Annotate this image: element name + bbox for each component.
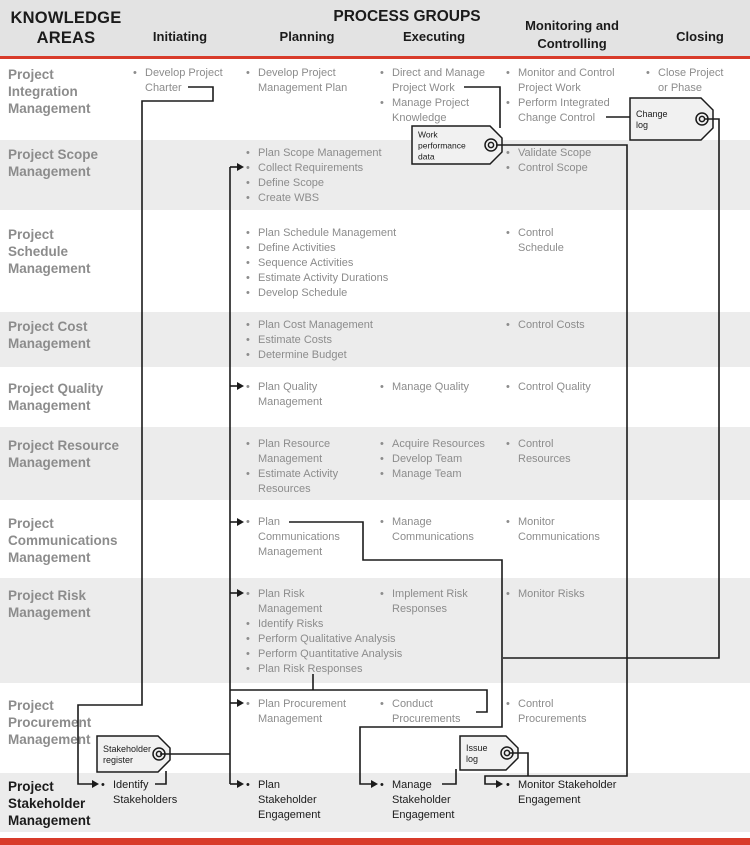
tag-label-line: Issue xyxy=(466,743,488,753)
process-item-line: • Control xyxy=(518,697,553,712)
knowledge-area-label-line: Management xyxy=(8,101,91,116)
column-header-line: Executing xyxy=(402,29,466,44)
tag-label-line: log xyxy=(636,120,649,130)
tag-label-line: data xyxy=(418,151,435,162)
process-item-line: • Manage xyxy=(392,778,432,793)
arrowhead-icon xyxy=(237,382,244,390)
process-item-line: Change Control xyxy=(518,112,596,124)
knowledge-area-label-line: Project Cost xyxy=(8,319,88,334)
process-item-line: • Plan xyxy=(258,778,280,793)
arrowhead-icon xyxy=(237,518,244,526)
process-item-line: Resources xyxy=(518,453,571,465)
knowledge-areas-header-line: KNOWLEDGE xyxy=(10,9,122,27)
process-item-line: Responses xyxy=(392,603,448,615)
process-item-line: • Perform Quantitative Analysis xyxy=(258,647,402,662)
tag-label-line: Change xyxy=(636,109,668,119)
knowledge-area-label-line: Project Scope xyxy=(8,147,99,162)
process-item-line: • Conduct xyxy=(392,697,433,712)
connector-direct-manage-to-wpd-tag xyxy=(464,87,500,128)
process-item-line: Engagement xyxy=(392,809,455,821)
process-item-line: Management Plan xyxy=(258,82,348,94)
column-header-line: Controlling xyxy=(537,36,607,51)
tag-stakeholder-register xyxy=(97,736,170,772)
process-item-line: • Estimate Activity Durations xyxy=(258,271,388,286)
arrowhead-icon xyxy=(371,780,378,788)
process-item-line: • Manage Project xyxy=(392,96,469,111)
process-item-line: • Direct and Manage xyxy=(392,66,485,81)
tag-label-line: Work xyxy=(418,129,438,140)
process-item-line: • Plan xyxy=(258,515,280,530)
arrowhead-icon xyxy=(496,780,503,788)
process-item-line: • Create WBS xyxy=(258,191,319,206)
knowledge-area-label-line: Procurement xyxy=(8,715,92,730)
process-item-line: Stakeholder xyxy=(258,794,317,806)
process-item-line: • Monitor and Control xyxy=(518,66,615,81)
knowledge-area-label-line: Management xyxy=(8,398,91,413)
process-item-line: • Plan Risk Responses xyxy=(258,662,363,677)
knowledge-area-label-line: Project xyxy=(8,516,54,531)
knowledge-area-label-line: Project xyxy=(8,67,54,82)
connector-change-log-feed xyxy=(503,119,719,658)
knowledge-area-label-line: Stakeholder xyxy=(8,796,86,811)
process-item-line: • Manage Quality xyxy=(392,380,469,395)
process-item-line: • Control xyxy=(518,437,553,452)
process-item-line: • Manage xyxy=(392,515,432,530)
process-item-line: • Plan Scope Management xyxy=(258,146,382,161)
process-groups-header: PROCESS GROUPS xyxy=(333,8,481,25)
knowledge-area-label-line: Communications xyxy=(8,533,118,548)
process-item-line: • Control xyxy=(518,226,553,241)
knowledge-area-label-line: Project xyxy=(8,227,54,242)
process-item-line: Procurements xyxy=(392,713,461,725)
connector-manage-to-issue-log xyxy=(442,769,456,784)
tag-label-line: register xyxy=(103,755,134,765)
process-item-line: • Develop Project xyxy=(145,66,223,81)
process-item-line: • Identify xyxy=(113,778,148,793)
process-item-line: Management xyxy=(258,546,323,558)
process-item-line: • Perform Integrated xyxy=(518,96,610,111)
knowledge-area-label-line: Integration xyxy=(8,84,78,99)
tag-label-line: Stakeholder xyxy=(103,744,152,754)
process-item-line: Schedule xyxy=(518,242,564,254)
column-header-line: Planning xyxy=(279,29,335,44)
process-item-line: • Define Activities xyxy=(258,241,336,256)
process-item-line: Communications xyxy=(518,531,600,543)
process-item-line: • Validate Scope xyxy=(518,146,591,161)
process-item-line: • Manage Team xyxy=(392,467,462,482)
process-item-line: • Estimate Costs xyxy=(258,333,332,348)
process-item-line: • Identify Risks xyxy=(258,617,323,632)
knowledge-area-label-line: Management xyxy=(8,550,91,565)
knowledge-area-label-line: Management xyxy=(8,261,91,276)
arrowhead-icon xyxy=(237,163,244,171)
process-item-line: Charter xyxy=(145,82,182,94)
connector-identify-to-register-tag xyxy=(155,771,166,784)
process-item-line: or Phase xyxy=(658,82,703,94)
process-item-line: • Collect Requirements xyxy=(258,161,363,176)
process-item-line: • Plan Schedule Management xyxy=(258,226,396,241)
process-item-line: • Plan Resource xyxy=(258,437,330,452)
process-item-line: Management xyxy=(258,713,323,725)
knowledge-area-label-line: Management xyxy=(8,336,91,351)
process-item-line: • Implement Risk xyxy=(392,587,468,602)
process-item-line: Procurements xyxy=(518,713,587,725)
process-item-line: Communications xyxy=(392,531,474,543)
column-header-line: Initiating xyxy=(152,29,208,44)
process-item-line: • Control Scope xyxy=(518,161,588,176)
process-item-line: • Develop Schedule xyxy=(258,286,347,301)
process-item-line: • Sequence Activities xyxy=(258,256,353,271)
process-item-line: • Control Quality xyxy=(518,380,591,395)
process-item-line: • Acquire Resources xyxy=(392,437,485,452)
process-item-line: • Monitor xyxy=(518,515,555,530)
process-item-line: Stakeholder xyxy=(392,794,451,806)
process-item-line: Project Work xyxy=(392,82,455,94)
process-item-line: Resources xyxy=(258,483,311,495)
knowledge-area-label-line: Management xyxy=(8,164,91,179)
knowledge-area-label-line: Schedule xyxy=(8,244,69,259)
knowledge-area-label-line: Project Risk xyxy=(8,588,87,603)
process-item-line: • Plan Risk xyxy=(258,587,304,602)
process-item-line: Stakeholders xyxy=(113,794,178,806)
knowledge-area-label-line: Project xyxy=(8,779,54,794)
column-header-line: Monitoring and xyxy=(525,18,619,33)
knowledge-area-label-line: Project Resource xyxy=(8,438,120,453)
process-item-line: Management xyxy=(258,603,323,615)
column-header-line: Closing xyxy=(676,29,724,44)
process-item-line: • Monitor Stakeholder xyxy=(518,778,616,793)
process-item-line: Engagement xyxy=(258,809,321,821)
arrowhead-icon xyxy=(237,589,244,597)
process-item-line: Engagement xyxy=(518,794,581,806)
process-item-line: • Plan Procurement xyxy=(258,697,346,712)
connector-wpd-to-monitor-stakeholder xyxy=(485,145,627,784)
process-item-line: • Monitor Risks xyxy=(518,587,585,602)
process-item-line: • Perform Qualitative Analysis xyxy=(258,632,396,647)
process-item-line: • Plan Quality xyxy=(258,380,317,395)
process-item-line: • Develop Project xyxy=(258,66,336,81)
knowledge-area-label-line: Project Quality xyxy=(8,381,104,396)
process-item-line: Management xyxy=(258,396,323,408)
knowledge-area-label-line: Management xyxy=(8,605,91,620)
connector-feed-conduct-procurements xyxy=(230,690,487,712)
process-item-line: • Determine Budget xyxy=(258,348,347,363)
knowledge-areas-header-line: AREAS xyxy=(36,29,96,47)
arrowhead-icon xyxy=(92,780,99,788)
process-item-line: • Estimate Activity xyxy=(258,467,338,482)
process-item-line: • Plan Cost Management xyxy=(258,318,373,333)
tag-change-log xyxy=(630,98,713,140)
process-item-line: Project Work xyxy=(518,82,581,94)
process-item-line: • Develop Team xyxy=(392,452,462,467)
process-item-line: Management xyxy=(258,453,323,465)
arrowhead-icon xyxy=(237,699,244,707)
process-item-line: Communications xyxy=(258,531,340,543)
process-item-line: • Control Costs xyxy=(518,318,585,333)
process-item-line: • Define Scope xyxy=(258,176,324,191)
knowledge-area-label-line: Management xyxy=(8,813,91,828)
arrowhead-icon xyxy=(237,780,244,788)
knowledge-area-label-line: Management xyxy=(8,455,91,470)
knowledge-area-label-line: Project xyxy=(8,698,54,713)
tag-label-line: performance xyxy=(418,140,466,151)
knowledge-area-label-line: Management xyxy=(8,732,91,747)
connector-charter-to-identify-stakeholders xyxy=(78,87,213,784)
tag-label-line: log xyxy=(466,754,479,764)
process-item-line: • Close Project xyxy=(658,66,723,81)
process-item-line: Knowledge xyxy=(392,112,447,124)
